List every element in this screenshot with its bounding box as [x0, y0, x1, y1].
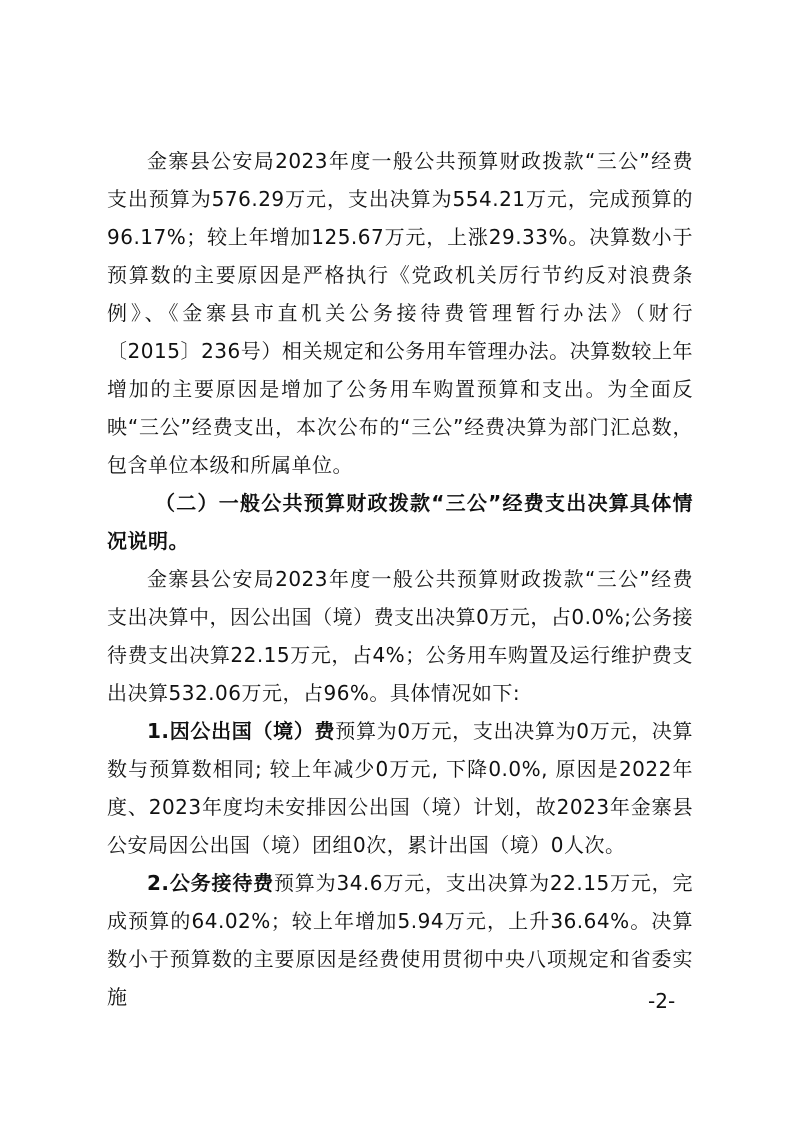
- reception-title: 2.公务接待费: [147, 871, 274, 895]
- overseas-travel-text: 预算为0万元，支出决算为0万元，决算数与预算数相同; 较上年减少0万元, 下降0.0%, 原因是2022年度、2023年度均未安排因公出国（境）计划，故2023年金寨县公安局因公出国（境）团组0次，累计出国（境）0人次。: [107, 719, 694, 857]
- paragraph-sangong-breakdown: 金寨县公安局2023年度一般公共预算财政拨款“三公”经费支出决算中，因公出国（境）费支出决算0万元，占0.0%;公务接待费支出决算22.15万元，占4%；公务用车购置及运行维护费支出决算532.06万元，占96%。具体情况如下:: [107, 567, 693, 705]
- paragraph-overseas-travel: [107, 712, 693, 864]
- paragraph-reception: [107, 864, 693, 1016]
- reception-text: 预算为34.6万元，支出决算为22.15万元，完成预算的64.02%；较上年增加5.94万元，上升36.64%。决算数小于预算数的主要原因是经费使用贯彻中央八项规定和省委实施: [107, 871, 693, 1009]
- paragraph-sangong-overview: 金寨县公安局2023年度一般公共预算财政拨款“三公”经费支出预算为576.29万元，支出决算为554.21万元，完成预算的96.17%；较上年增加125.67万元，上涨29.33%。决算数小于预算数的主要原因是严格执行《党政机关厉行节约反对浪费条例》、《金寨县市直机关公务接待费管理暂行办法》（财行〔2015〕236号）相关规定和公务用车管理办法。决算数较上年增加的主要原因是增加了公务用车购置预算和支出。为全面反映“三公”经费支出，本次公布的“三公”经费决算为部门汇总数，包含单位本级和所属单位。: [107, 149, 693, 477]
- overseas-travel-title: 1.因公出国（境）费: [147, 719, 336, 743]
- section-heading-sangong-details: （二）一般公共预算财政拨款“三公”经费支出决算具体情况说明。: [107, 491, 693, 553]
- document-body: [107, 142, 693, 1016]
- page-number: -2-: [648, 989, 676, 1013]
